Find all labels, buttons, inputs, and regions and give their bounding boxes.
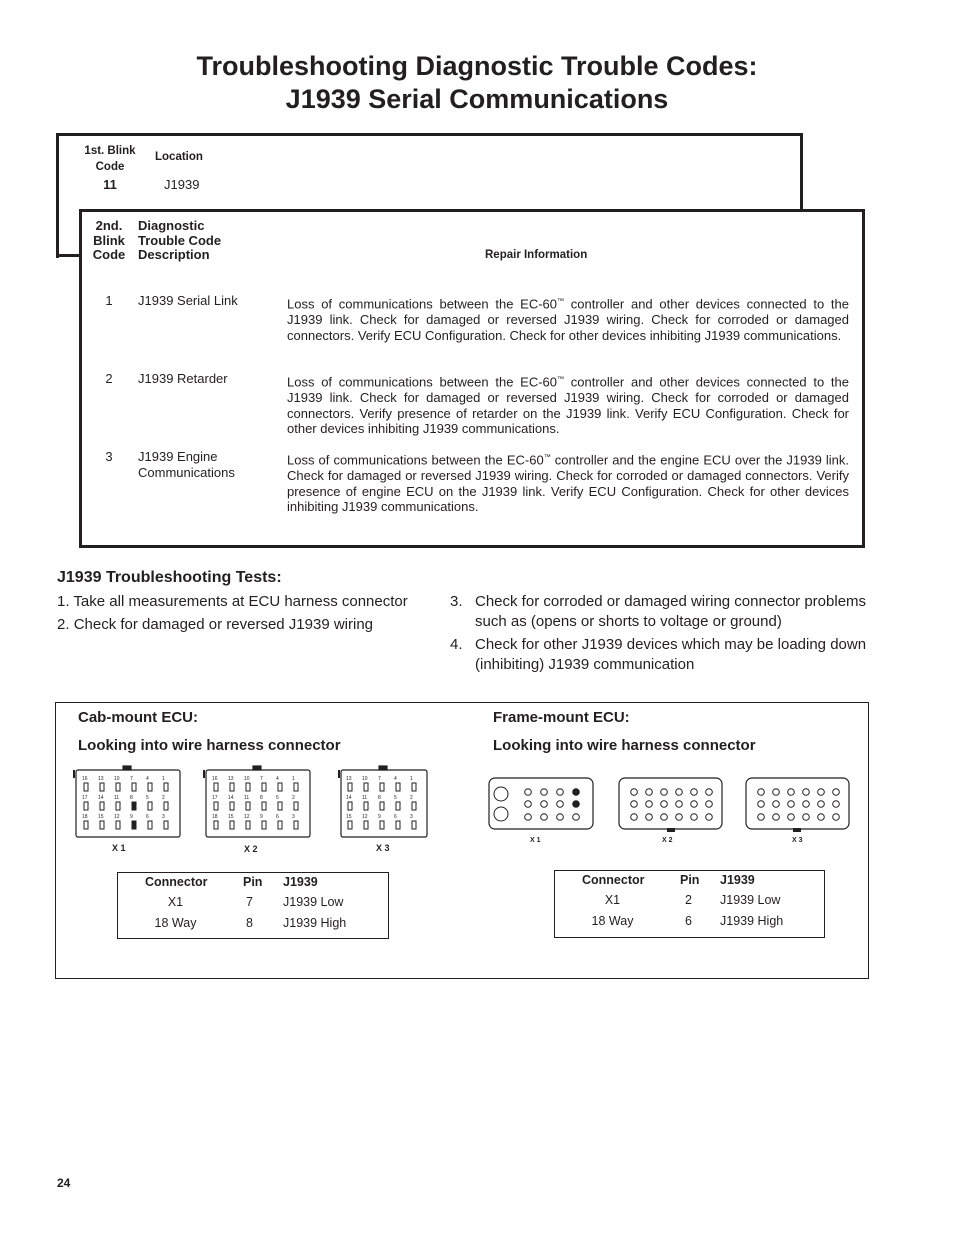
cab-x3-label: X 3 [376,843,390,853]
tests-title: J1939 Troubleshooting Tests: [57,569,282,586]
cab-th-connector: Connector [145,875,208,889]
svg-text:5: 5 [146,795,149,801]
svg-text:15: 15 [228,814,234,820]
svg-text:5: 5 [276,795,279,801]
frame-th-pin: Pin [680,873,700,887]
cab-x2-label: X 2 [244,844,258,854]
frame-mount-subtitle: Looking into wire harness connector [493,737,756,754]
svg-text:1: 1 [162,776,165,782]
frame-r1-pin: 2 [685,893,692,907]
dtc-repair-2: Loss of communications between the EC-60™ controller and other devices connected to the J1939 link. Check for damaged or reversed J1939 wiring. Check for corroded or damaged connectors. Verify presence of retarder on the J1939 link. Verify ECU Configuration. Check for other devices inhibiting J1939 communications. [287,374,849,437]
cab-x1-label: X 1 [112,843,126,853]
cab-r1-connector: X1 [167,895,184,909]
cab-mount-connectors-diagram [72,764,437,859]
title-line-1: Troubleshooting Diagnostic Trouble Codes: [196,51,758,81]
svg-text:9: 9 [378,814,381,820]
cab-th-j1939: J1939 [283,875,318,889]
svg-text:3: 3 [410,814,413,820]
svg-text:4: 4 [276,776,279,782]
svg-text:11: 11 [244,795,250,801]
test-item-2: 2. Check for damaged or reversed J1939 wiring [57,616,374,633]
svg-text:8: 8 [130,795,133,801]
svg-text:7: 7 [130,776,133,782]
svg-text:2: 2 [410,795,413,801]
description-header: Diagnostic Trouble Code Description [138,218,222,262]
frame-r2-connector: 18 Way [591,914,634,928]
svg-text:9: 9 [260,814,263,820]
svg-text:17: 17 [212,795,218,801]
svg-text:18: 18 [82,814,88,820]
page-number: 24 [57,1176,71,1190]
dtc-desc-2: J1939 Retarder [138,371,228,386]
svg-text:6: 6 [394,814,397,820]
cab-r2-connector: 18 Way [154,916,197,930]
dtc-code-2: 2 [105,371,113,386]
cab-r1-signal: J1939 Low [283,895,344,909]
cab-th-pin: Pin [243,875,263,889]
svg-text:15: 15 [98,814,104,820]
page-title [0,50,954,116]
svg-text:2: 2 [162,795,165,801]
location-value: J1939 [164,177,200,192]
svg-text:6: 6 [276,814,279,820]
test-item-1: 1. Take all measurements at ECU harness connector [57,593,408,610]
dtc-desc-1: J1939 Serial Link [138,293,238,308]
test-item-3: 3. Check for corroded or damaged wiring connector problems such as (opens or shorts to voltage or ground) [450,593,867,630]
test-item-4: 4. Check for other J1939 devices which may be loading down (inhibiting) J1939 communication [450,636,867,673]
svg-text:13: 13 [228,776,234,782]
svg-text:4: 4 [394,776,397,782]
cab-mount-pin-table [117,872,389,939]
cab-r1-pin: 7 [246,895,253,909]
frame-r2-pin: 6 [685,914,692,928]
svg-text:5: 5 [394,795,397,801]
svg-text:12: 12 [114,814,120,820]
svg-text:1: 1 [410,776,413,782]
cab-mount-title: Cab-mount ECU: [78,709,198,726]
svg-text:14: 14 [346,795,352,801]
repair-info-header: Repair Information [485,249,588,261]
frame-th-connector: Connector [582,873,645,887]
cab-r2-pin: 8 [246,916,253,930]
svg-text:4: 4 [146,776,149,782]
frame-connector-x3 [746,778,849,829]
svg-text:12: 12 [244,814,250,820]
frame-mount-connectors-diagram [486,772,861,852]
dtc-repair-1: Loss of communications between the EC-60™ controller and other devices connected to the J1939 link. Check for damaged or reversed J1939 wiring. Check for corroded or damaged connectors. Verify ECU Configuration. Check for other devices inhibiting J1939 communications. [287,296,849,343]
frame-mount-title: Frame-mount ECU: [493,709,630,726]
svg-text:10: 10 [114,776,120,782]
svg-text:14: 14 [228,795,234,801]
first-blink-code-header: 1st. Blink Code [84,145,136,173]
location-header: Location [155,151,203,163]
dtc-code-1: 1 [105,293,113,308]
cab-r2-signal: J1939 High [283,916,347,930]
svg-text:13: 13 [98,776,104,782]
svg-text:15: 15 [346,814,352,820]
svg-text:7: 7 [378,776,381,782]
frame-x3-label: X 3 [792,837,803,844]
svg-text:8: 8 [378,795,381,801]
svg-text:2: 2 [292,795,295,801]
frame-x1-label: X 1 [530,837,541,844]
svg-text:10: 10 [244,776,250,782]
frame-connector-x2 [619,778,722,829]
frame-r1-signal: J1939 Low [720,893,781,907]
svg-text:10: 10 [362,776,368,782]
title-line-2: J1939 Serial Communications [285,84,669,114]
svg-text:11: 11 [362,795,368,801]
svg-text:14: 14 [98,795,104,801]
svg-text:3: 3 [292,814,295,820]
cab-mount-subtitle: Looking into wire harness connector [78,737,341,754]
frame-x2-label: X 2 [662,837,673,844]
svg-text:11: 11 [114,795,120,801]
frame-r2-signal: J1939 High [720,914,784,928]
svg-text:13: 13 [346,776,352,782]
svg-text:6: 6 [146,814,149,820]
dtc-code-3: 3 [105,449,113,464]
svg-text:3: 3 [162,814,165,820]
second-blink-code-header: 2nd. Blink Code [92,218,126,262]
svg-text:17: 17 [82,795,88,801]
dtc-repair-3: Loss of communications between the EC-60™ controller and the engine ECU over the J1939 link. Check for damaged or reversed J1939 wiring. Check for corroded or damaged connectors. Verify presence of engine ECU on the J1939 link. Verify ECU Configuration. Check for other devices inhibiting J1939 communications. [287,452,849,515]
svg-text:7: 7 [260,776,263,782]
frame-mount-pin-table [554,870,825,938]
first-blink-code: 11 [103,177,117,192]
svg-text:12: 12 [362,814,368,820]
svg-text:16: 16 [82,776,88,782]
svg-text:16: 16 [212,776,218,782]
dtc-desc-3: J1939 Engine Communications [138,449,235,480]
frame-th-j1939: J1939 [720,873,755,887]
svg-text:18: 18 [212,814,218,820]
frame-r1-connector: X1 [604,893,621,907]
svg-text:1: 1 [292,776,295,782]
svg-text:9: 9 [130,814,133,820]
svg-text:8: 8 [260,795,263,801]
